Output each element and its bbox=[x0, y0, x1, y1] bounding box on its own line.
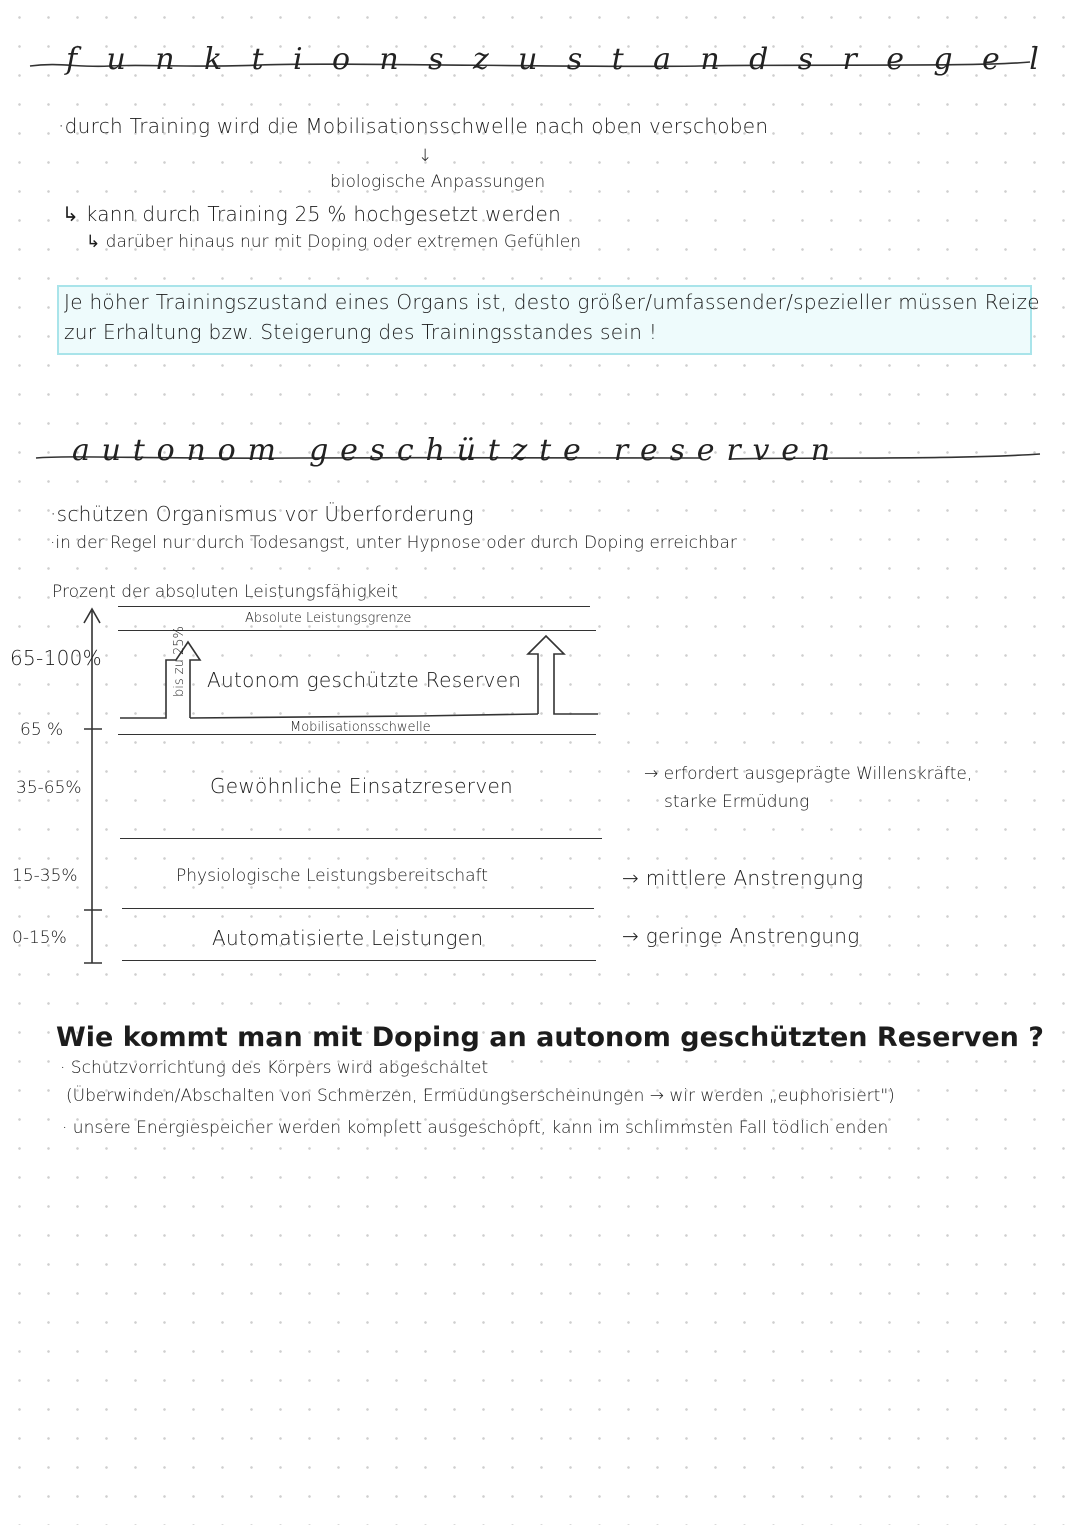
section1-title: funktionszustandsregel bbox=[66, 42, 1069, 77]
level-note-2b: starke Ermüdung bbox=[664, 792, 810, 812]
level-note-4: → geringe Anstrengung bbox=[622, 924, 860, 948]
line-0 bbox=[122, 960, 596, 961]
s3-line3: · unsere Energiespeicher werden komplett ausgeschöpft, kann im schlimmsten Fall tödlich enden bbox=[62, 1118, 889, 1138]
level-note-2: → erfordert ausgeprägte Willenskräfte, bbox=[644, 764, 973, 784]
doping-question: Wie kommt man mit Doping an autonom geschützten Reserven ? bbox=[56, 1022, 1044, 1053]
arrow-note: bis zu 25% bbox=[172, 626, 187, 697]
s1-bullet1: ·durch Training wird die Mobilisationsschwelle nach oben verschoben bbox=[58, 114, 769, 138]
s2-bullet1: ·schützen Organismus vor Überforderung bbox=[50, 502, 474, 526]
axis-title: Prozent der absoluten Leistungsfähigkeit bbox=[52, 582, 398, 602]
down-arrow: ↓ bbox=[418, 146, 433, 166]
level-name-2: Gewöhnliche Einsatzreserven bbox=[210, 774, 514, 798]
level-note-3: → mittlere Anstrengung bbox=[622, 866, 864, 890]
range-4: 0-15% bbox=[12, 928, 67, 948]
range-0: 65-100% bbox=[10, 646, 102, 670]
level-name-0: Autonom geschützte Reserven bbox=[207, 668, 522, 692]
s1-sub1: ↳ kann durch Training 25 % hochgesetzt werden bbox=[62, 202, 562, 226]
s2-bullet2: ·in der Regel nur durch Todesangst, unter Hypnose oder durch Doping erreichbar bbox=[50, 533, 737, 553]
line-35 bbox=[120, 838, 602, 839]
line-65 bbox=[118, 734, 596, 735]
line-absolute-limit bbox=[118, 630, 596, 631]
s3-line1: · Schutzvorrichtung des Körpers wird abgeschaltet bbox=[60, 1058, 489, 1078]
line-15 bbox=[122, 908, 594, 909]
highlight-line1: Je höher Trainingszustand eines Organs ist, desto größer/umfassender/spezieller müssen Reize bbox=[64, 290, 1040, 314]
absolute-limit-label: Absolute Leistungsgrenze bbox=[245, 611, 412, 626]
level-name-4: Automatisierte Leistungen bbox=[212, 926, 484, 950]
s1-sub2: ↳ darüber hinaus nur mit Doping oder extremen Gefühlen bbox=[86, 232, 581, 252]
s3-line2: (Überwinden/Abschalten von Schmerzen, Ermüdungserscheinungen → wir werden „euphorisiert") bbox=[66, 1086, 895, 1106]
highlight-line2: zur Erhaltung bzw. Steigerung des Trainingsstandes sein ! bbox=[64, 320, 658, 344]
threshold-label: Mobilisationsschwelle bbox=[290, 720, 431, 735]
section2-title: autonom geschützte reserven bbox=[72, 433, 842, 468]
range-3: 15-35% bbox=[12, 866, 78, 886]
level-name-3: Physiologische Leistungsbereitschaft bbox=[176, 866, 488, 886]
s1-adaptation: biologische Anpassungen bbox=[330, 172, 546, 192]
line-top-1 bbox=[118, 606, 590, 607]
range-2: 35-65% bbox=[16, 778, 82, 798]
range-1: 65 % bbox=[20, 720, 64, 740]
